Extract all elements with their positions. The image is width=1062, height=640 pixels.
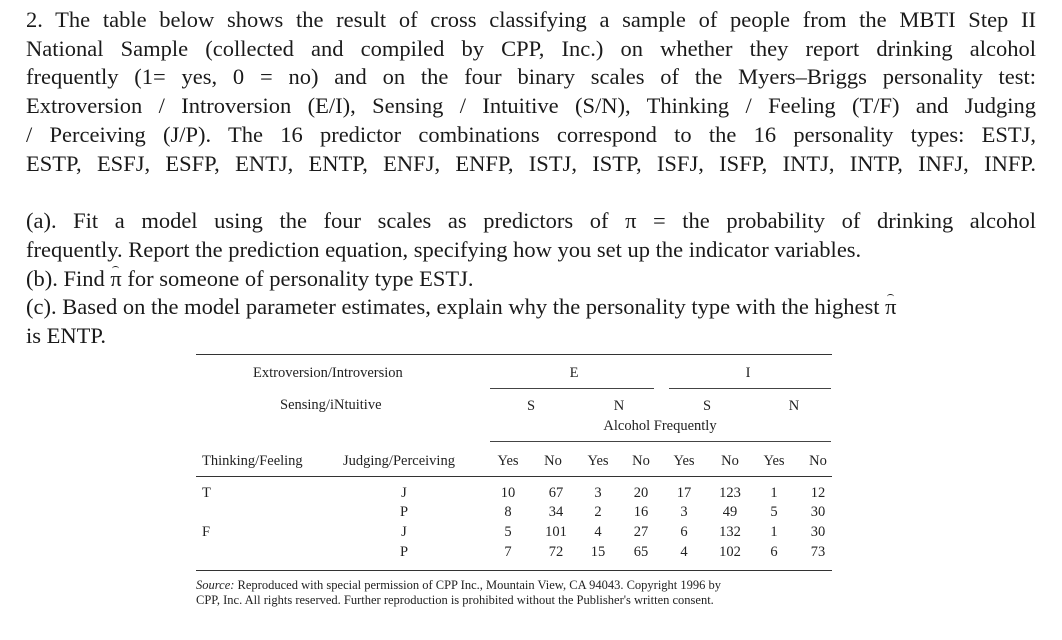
sub-n2-label: N: [788, 398, 800, 414]
part-b-prefix: (b). Find: [26, 265, 111, 291]
table-cell: 1: [770, 485, 778, 501]
alcohol-label: Alcohol Frequently: [603, 418, 717, 434]
table-cell: 7: [504, 544, 512, 560]
tf-label: Thinking/Feeling: [202, 453, 303, 469]
part-a-line-2: frequently. Report the prediction equation, specifying how you set up the indicator variables.: [26, 236, 862, 262]
table-cell: 3: [680, 504, 688, 520]
table-cell: 4: [680, 544, 688, 560]
table-cell: 5: [770, 504, 778, 520]
table-cell: 17: [676, 485, 692, 501]
group-e-label: E: [569, 365, 579, 381]
table-cell: 2: [594, 504, 602, 520]
source-note: [196, 578, 832, 608]
col-header: Yes: [673, 453, 695, 469]
group-i-label: I: [745, 365, 751, 381]
table-cell: 5: [504, 524, 512, 540]
table-cell: 6: [770, 544, 778, 560]
table-bottom-rule: [196, 570, 832, 571]
jp-value: J: [401, 485, 407, 501]
sn-label: Sensing/iNtuitive: [280, 397, 382, 413]
intro-line-3: frequently (1= yes, 0 = no) and on the four binary scales of the Myers–Briggs personality test:: [26, 64, 1036, 90]
table-cell: 101: [545, 524, 567, 540]
intro-line-6: ESTP, ESFJ, ESFP, ENTJ, ENTP, ENFJ, ENFP, ISTJ, ISTP, ISFJ, ISFP, INTJ, INTP, INFJ, INFP.: [26, 150, 1036, 176]
table-cell: 132: [719, 524, 741, 540]
tf-value: T: [202, 485, 211, 501]
table-cell: 15: [590, 544, 606, 560]
intro-line-1: 2. The table below shows the result of cross classifying a sample of people from the MBTI Step II: [26, 7, 1036, 32]
table-cell: 73: [810, 544, 826, 560]
part-a-line-1: (a). Fit a model using the four scales as predictors of π = the probability of drinking alcohol: [26, 208, 1036, 234]
col-header: Yes: [497, 453, 519, 469]
jp-value: P: [399, 544, 409, 560]
col-header: No: [809, 453, 827, 469]
table-cell: 10: [500, 485, 516, 501]
part-b: [26, 265, 1036, 294]
sub-n1-label: N: [613, 398, 625, 414]
intro-line-5: / Perceiving (J/P). The 16 predictor combinations correspond to the 16 personality types: ESTJ,: [26, 121, 1036, 147]
source-text: Reproduced with special permission of CPP Inc., Mountain View, CA 94043. Copyright 1996 by: [234, 578, 722, 592]
intro-line-2: National Sample (collected and compiled by CPP, Inc.) on whether they report drinking alcohol: [26, 35, 1036, 61]
table-cell: 30: [810, 524, 826, 540]
source-line-1: [196, 578, 832, 593]
source-label: Source:: [196, 578, 235, 592]
table-cell: 6: [680, 524, 688, 540]
col-header: Yes: [763, 453, 785, 469]
problem-text: [26, 6, 1036, 351]
col-header: No: [721, 453, 739, 469]
col-header: No: [632, 453, 650, 469]
table-cell: 27: [633, 524, 649, 540]
table-cell: 123: [719, 485, 741, 501]
header-bottom-rule: [196, 476, 832, 477]
sub-s2-label: S: [702, 398, 712, 414]
tf-value: F: [202, 524, 211, 540]
table-cell: 8: [504, 504, 512, 520]
cross-classification-table: [196, 352, 832, 622]
table-cell: 102: [719, 544, 741, 560]
part-c-line-2: is ENTP.: [26, 323, 107, 349]
table-cell: 30: [810, 504, 826, 520]
table-cell: 16: [633, 504, 649, 520]
jp-value: J: [401, 524, 407, 540]
part-c-text: (c). Based on the model parameter estimates, explain why the personality type with the highest: [26, 294, 886, 320]
table-cell: 72: [548, 544, 564, 560]
source-line-2: CPP, Inc. All rights reserved. Further reproduction is prohibited without the Publisher's written consent.: [196, 593, 714, 607]
table-top-rule: [196, 354, 832, 355]
table-cell: 1: [770, 524, 778, 540]
col-header: Yes: [587, 453, 609, 469]
sub-s1-label: S: [526, 398, 536, 414]
table-cell: 49: [722, 504, 738, 520]
pi-hat-symbol: π: [110, 265, 121, 294]
table-cell: 3: [594, 485, 602, 501]
group-e-rule: [490, 388, 654, 389]
jp-label: Judging/Perceiving: [343, 453, 455, 469]
intro-line-4: Extroversion / Introversion (E/I), Sensing / Intuitive (S/N), Thinking / Feeling (T/F) and Judging: [26, 93, 1036, 119]
col-header: No: [544, 453, 562, 469]
table-cell: 20: [633, 485, 649, 501]
group-i-rule: [669, 388, 831, 389]
part-b-suffix: for someone of personality type ESTJ.: [121, 265, 474, 291]
table-cell: 67: [548, 485, 564, 501]
table-cell: 12: [810, 485, 826, 501]
alcohol-rule: [490, 441, 831, 442]
pi-hat-symbol: π: [885, 293, 896, 322]
part-c: [26, 293, 1036, 322]
table-cell: 65: [633, 544, 649, 560]
table-cell: 34: [548, 504, 564, 520]
ei-label: Extroversion/Introversion: [253, 365, 403, 381]
table-cell: 4: [594, 524, 602, 540]
jp-value: P: [399, 504, 409, 520]
